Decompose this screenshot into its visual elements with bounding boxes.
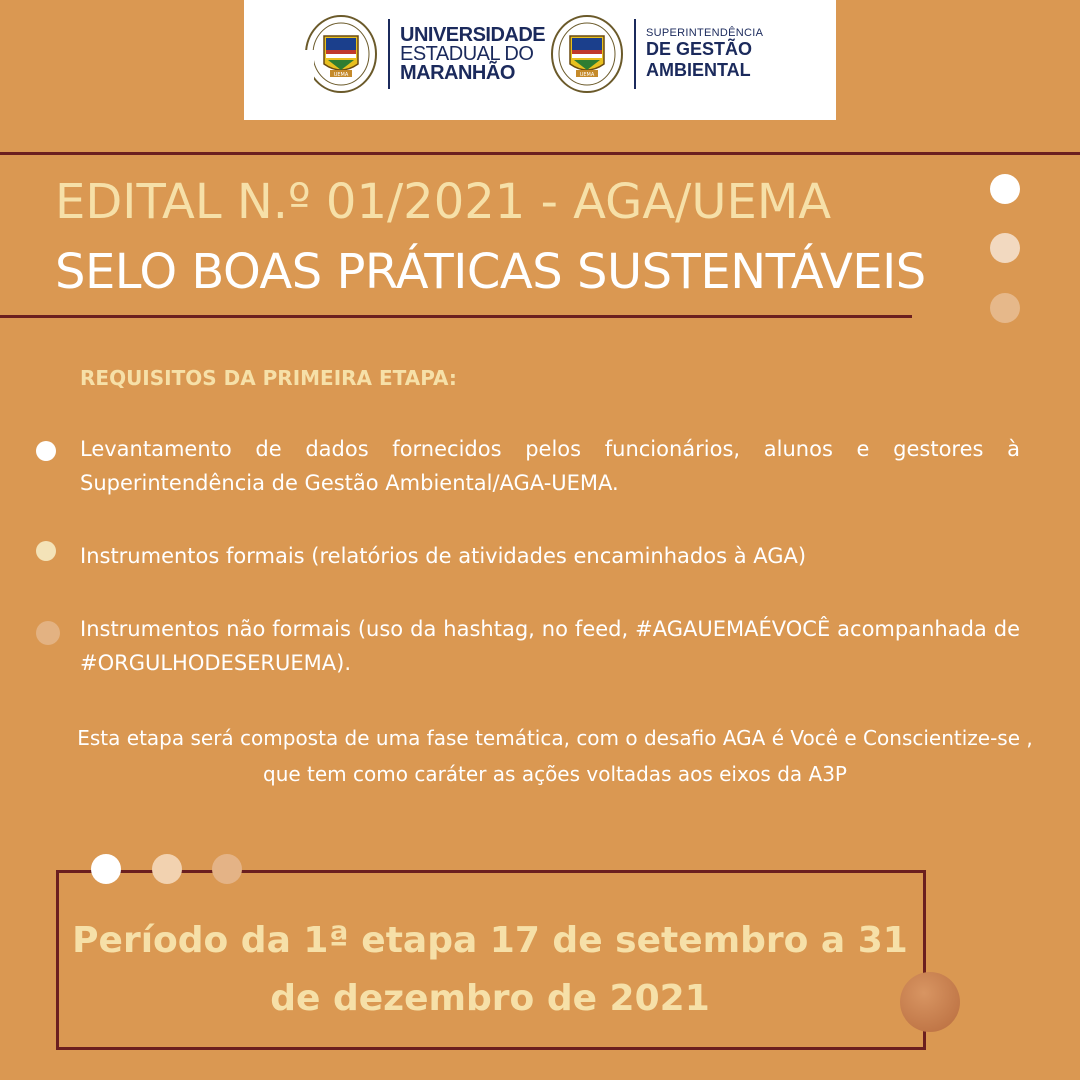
edital-title: EDITAL N.º 01/2021 - AGA/UEMA [55,174,832,230]
period-line1: Período da 1ª etapa 17 de setembro a 31 [72,920,908,961]
bullet-dot-3 [36,621,60,645]
box-dot-2 [152,854,182,884]
deco-ball [900,972,960,1032]
sga-logo-divider [634,19,636,89]
requirements-heading: REQUISITOS DA PRIMEIRA ETAPA: [80,366,457,390]
period-text [60,912,920,1028]
requirement-item-1: Levantamento de dados fornecidos pelos funcionários, alunos e gestores à Superintendência de Gestão Ambiental/AGA-UEMA. [80,437,1020,495]
title-underline [0,315,912,318]
box-dot-1 [91,854,121,884]
selo-title: SELO BOAS PRÁTICAS SUSTENTÁVEIS [55,244,926,300]
uema-name-line3: MARANHÃO [400,61,515,84]
uema-seal-icon [304,14,378,94]
box-dot-3 [212,854,242,884]
deco-dot-1 [990,174,1020,204]
deco-dot-2 [990,233,1020,263]
period-line2: de dezembro de 2021 [270,978,710,1019]
requirement-item-3: Instrumentos não formais (uso da hashtag, no feed, #AGAUEMAÉVOCÊ acompanhada de #ORGULHODESERUEMA). [80,617,1020,675]
bullet-dot-2 [36,541,56,561]
sga-seal-label: UEMA [579,72,595,78]
uema-name-line1: UNIVERSIDADE [400,23,546,46]
bullet-dot-1 [36,441,56,461]
sga-name-line1: SUPERINTENDÊNCIA [646,27,764,39]
sga-seal-icon [550,14,624,94]
uema-logo [304,14,545,94]
stage-note: Esta etapa será composta de uma fase temática, com o desafio AGA é Você e Conscientize-se , que tem como caráter as ações voltadas aos eixos da A3P [77,726,1033,786]
sga-name-line2: DE GESTÃO [646,39,753,59]
uema-seal-label: UEMA [333,72,349,78]
uema-name [400,23,546,84]
uema-name-line2: ESTADUAL DO [400,42,534,65]
sga-logo [550,14,763,94]
top-divider [0,152,1080,155]
uema-logo-divider [388,19,390,89]
deco-dot-3 [990,293,1020,323]
header-logos [244,0,836,120]
requirement-item-2: Instrumentos formais (relatórios de atividades encaminhados à AGA) [80,544,807,568]
sga-name-line3: AMBIENTAL [646,60,751,80]
sga-name [646,27,763,81]
